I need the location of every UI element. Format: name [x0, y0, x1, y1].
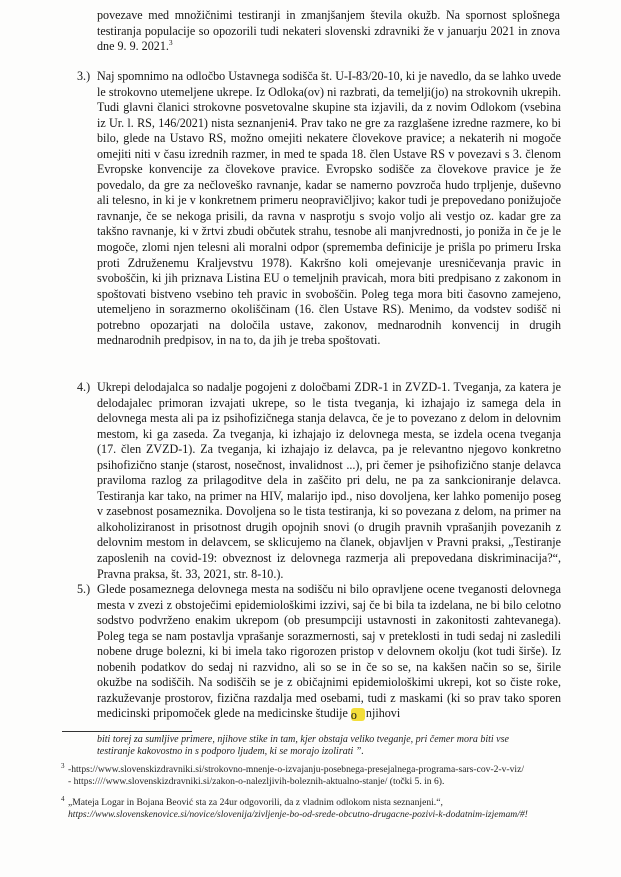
footnote-4 [61, 795, 538, 820]
item-number: 3.) [77, 69, 91, 83]
footnote-mark: 4 [61, 795, 65, 803]
paragraph-text: povezave med množičnimi testiranji in zmanjšanjem števila okužb. Na spornost splošnega testiranja populacije so opozorili tudi nekateri slovenski zdravniki že v januarju 2021 in znova dne 9. 9. 2021. [97, 8, 560, 54]
item-text-end: njihovi [365, 706, 401, 721]
highlighted-word: o [351, 708, 365, 721]
footnote-mark: 3 [61, 762, 65, 770]
item-number: 5.) [77, 582, 91, 596]
footnote-ref-3[interactable]: 3 [168, 38, 173, 48]
item-text: Naj spomnimo na odločbo Ustavnega sodišča št. U-I-83/20-10, ki je navedlo, da se lahko uvede le strokovno utemeljene ukrepe. Iz Odloka(ov) ni razbrati, da temelji(jo) na strokovnih ukrepih. Tudi glavni članici strokovne posvetovalne skupine sta izjavili, da z novim Odlokom (vsebina iz Ur. l. RS, 146/2021) nista seznanjeni4. Prav tako ne gre za razglašene izredne razmere, ko bi bilo, glede na Ustavo RS, možno omejiti nekatere človekove pravice; a nekaterih ni mogoče omejiti niti v času izrednih razmer, in med te spada 18. člen Ustave RS v povezavi s 3. členom Evropske konvencije za človekove pravice. Evropsko sodišče za človekove pravice je že povedalo, da gre za nečloveško ravnanje, kadar se namerno povzroča hudo trpljenje, duševno ali telesno, in ki je v konkretnem primeru neopravičljivo; kakor tudi je prepovedano ponižujoče ravnanje, če se nekoga prisili, da ravna v nasprotju s svojo voljo ali vestjo oz. kadar gre za takšno ravnanje, ki v žrtvi zbudi občutek strahu, tesnobe ali manjvrednosti, jo poniža in če je le mogoče, zlomi njen telesni ali moralni odpor (sprememba definicije je prišla po primeru Irska proti Združenemu Kraljevstvu 1978). Kakršno koli omejevanje uresničevanja pravic in svoboščin, ki jih priznava Listina EU o temeljnih pravicah, mora biti predpisano z zakonom in spoštovati bistveno vsebino teh pravic in svoboščin. Poleg tega mora biti časovno zamejeno, utemeljeno in sorazmerno okoliščinam (16. člen Ustave RS). Menimo, da vodstev sodišč ni potrebno opozarjati na določila ustave, zakonov, mednarodnih konvencij in drugih mednarodnih predpisov, in na to, da jih je treba spoštovati. [97, 69, 561, 348]
footnote-continuation: biti torej za sumljive primere, njihove stike in tam, kjer obstaja veliko tveganje, pri čemer mora biti vse testiranje kakovostno in s podporo ljudem, ki se morajo izolirati ”. [97, 734, 509, 757]
footnote-3 [61, 762, 548, 787]
item-text: Ukrepi delodajalca so nadalje pogojeni z določbami ZDR-1 in ZVZD-1. Tveganja, za katera je delodajalec primoran izvajati ukrepe, so le tista tveganja, ki izhajajo iz samega dela in delovnega mesta ali pa iz psihofizičnega stanja delavca, če je to povezano z delom in delovnim mestom, ki ga zaseda. Za tveganja, ki izhajajo iz delovnega mesta, se izdela ocena tveganja (17. člen ZVZD-1). Za tveganja, ki izhajajo iz delavca, pa je relevantno njegovo konkretno psihofizično stanje (starost, nosečnost, invalidnost ...), pri čemer je psihofizično stanje delavca praviloma razlog za prilagoditve dela in zaščito pri delu, ne pa za sankcioniranje delavca. Testiranja kar tako, na primer na HIV, malarijo ipd., niso dovoljena, ker lahko pomenijo poseg v zasebnost posameznika. Dovoljena so le tista testiranja, ki so povezana z delom, na primer na alkoholiziranost in prisotnost drugih opojnih snovi (o drugih pravnih vprašanjih povezanih z delovnim mestom in delavcem, se sklicujemo na članek, objavljen v Pravni praksi, „Testiranje zaposlenih na covid-19: obveznost iz delovnega razmerja ali prepovedana diskriminacija?“, Pravna praksa, št. 33, 2021, str. 8-10.). [97, 380, 561, 581]
item-number: 4.) [77, 380, 91, 394]
footnote-link[interactable]: -https://www.slovenskizdravniki.si/strokovno-mnenje-o-izvajanju-posebnega-presejalnega-programa-sars-cov-2-v-viz/ [68, 764, 525, 775]
footnote-link[interactable]: https://www.slovenskenovice.si/novice/slovenija/zivljenje-bo-od-srede-obcutno-drugacne-pozivi-k-dodatnim-izjemam/#! [68, 808, 528, 820]
footnote-separator [62, 731, 192, 732]
footnote-link[interactable]: - https:////www.slovenskizdravniki.si/zakon-o-nalezljivih-boleznih-aktualno-stanje/ (točki 5. in 6). [68, 775, 445, 787]
paragraph-continuation [97, 8, 560, 55]
item-text-main: Glede posameznega delovnega mesta na sodišču ni bilo opravljene ocene tveganosti delovnega mesta v zvezi z obstoječimi epidemiološkimi izzivi, saj če bi bila ta izdelana, ne bi bilo celotno sodstvo podvrženo enakim ukrepom (ob presumpciji ustavnosti in zakonitosti zahtevanega). Poleg tega se nam postavlja vprašanje sorazmernosti, saj v preteklosti in tudi sedaj ni zasledili nobene druge bolezni, ki bi imela tako rigorozen pristop v delovnem okolju (kot tudi širše). Iz nobenih podatkov do sedaj ni razvidno, ali so se in če so se, na kakšen način so se, širile okužbe na sodiščih. Na sodiščih se je z običajnimi epidemiološkimi ukrepi, kot so čiste roke, razkuževanje prostorov, fizična razdalja med osebami, tudi z maskami (ki so prav tako sporen medicinski pripomoček glede na medicinske študije [97, 582, 561, 721]
footnote-text: „Mateja Logar in Bojana Beović sta za 24ur odgovorili, da z vladnim odlokom nista seznanjeni.“, [68, 797, 443, 808]
item-text [97, 582, 561, 722]
